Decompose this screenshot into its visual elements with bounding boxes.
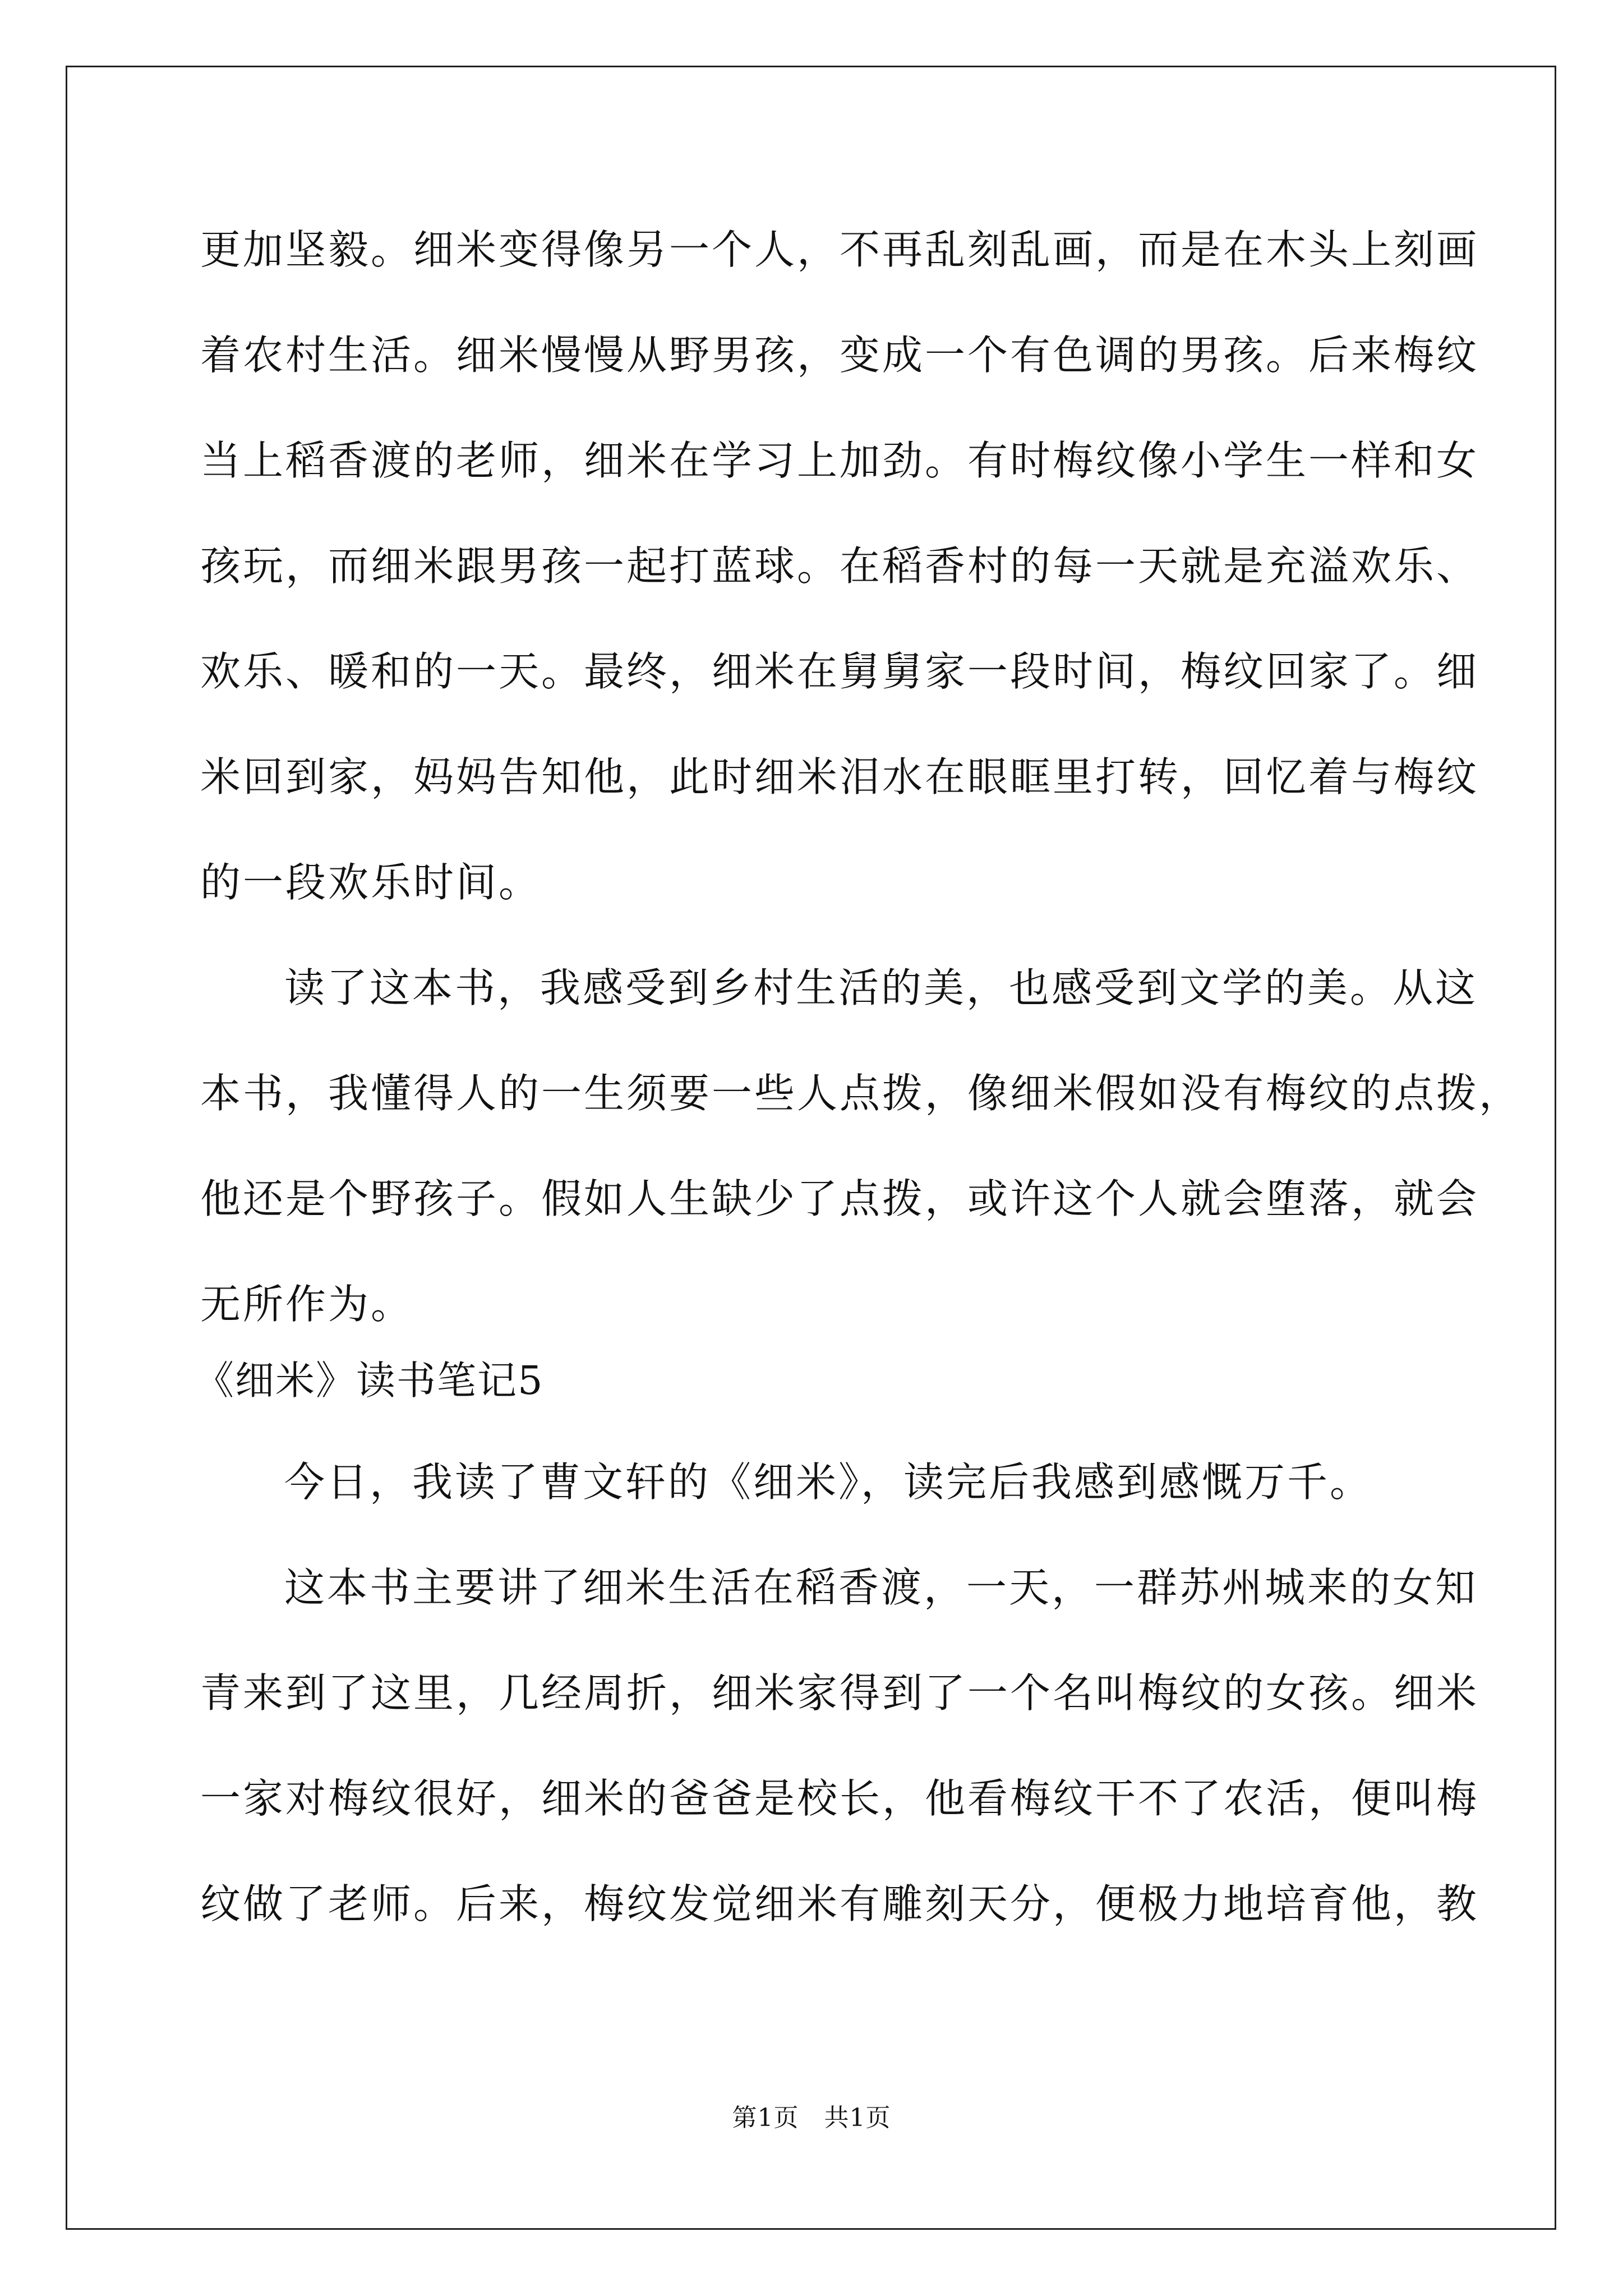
text-line: 一家对梅纹很好，细米的爸爸是校长，他看梅纹干不了农活，便叫梅 — [200, 1775, 1479, 1822]
text-line: 这本书主要讲了细米生活在稻香渡，一天，一群苏州城来的女知 — [284, 1564, 1478, 1611]
text-line: 本书，我懂得人的一生须要一些人点拨，像细米假如没有梅纹的点拨， — [200, 1070, 1522, 1117]
page-footer: 第1页 共1页 — [732, 2104, 891, 2132]
text-line: 青来到了这里，几经周折，细米家得到了一个名叫梅纹的女孩。细米 — [200, 1669, 1479, 1717]
text-line: 的一段欢乐时间。 — [200, 859, 542, 906]
text-line: 纹做了老师。后来，梅纹发觉细米有雕刻天分，便极力地培育他，教 — [200, 1880, 1479, 1927]
text-line: 米回到家，妈妈告知他，此时细米泪水在眼眶里打转，回忆着与梅纹 — [200, 753, 1479, 800]
text-line: 他还是个野孩子。假如人生缺少了点拨，或许这个人就会堕落，就会 — [200, 1175, 1479, 1222]
text-line: 当上稻香渡的老师，细米在学习上加劲。有时梅纹像小学生一样和女 — [200, 437, 1479, 484]
text-line: 欢乐、暖和的一天。最终，细米在舅舅家一段时间，梅纹回家了。细 — [200, 648, 1479, 695]
section-heading: 《细米》读书笔记5 — [195, 1358, 544, 1404]
text-line: 更加坚毅。细米变得像另一个人，不再乱刻乱画，而是在木头上刻画 — [200, 226, 1479, 273]
text-line: 读了这本书，我感受到乡村生活的美，也感受到文学的美。从这 — [284, 964, 1478, 1011]
text-line: 无所作为。 — [200, 1281, 414, 1328]
text-line: 孩玩，而细米跟男孩一起打蓝球。在稻香村的每一天就是充溢欢乐、 — [200, 542, 1479, 590]
text-line: 着农村生活。细米慢慢从野男孩，变成一个有色调的男孩。后来梅纹 — [200, 332, 1479, 379]
text-line: 今日，我读了曹文轩的《细米》，读完后我感到感慨万千。 — [284, 1458, 1373, 1506]
